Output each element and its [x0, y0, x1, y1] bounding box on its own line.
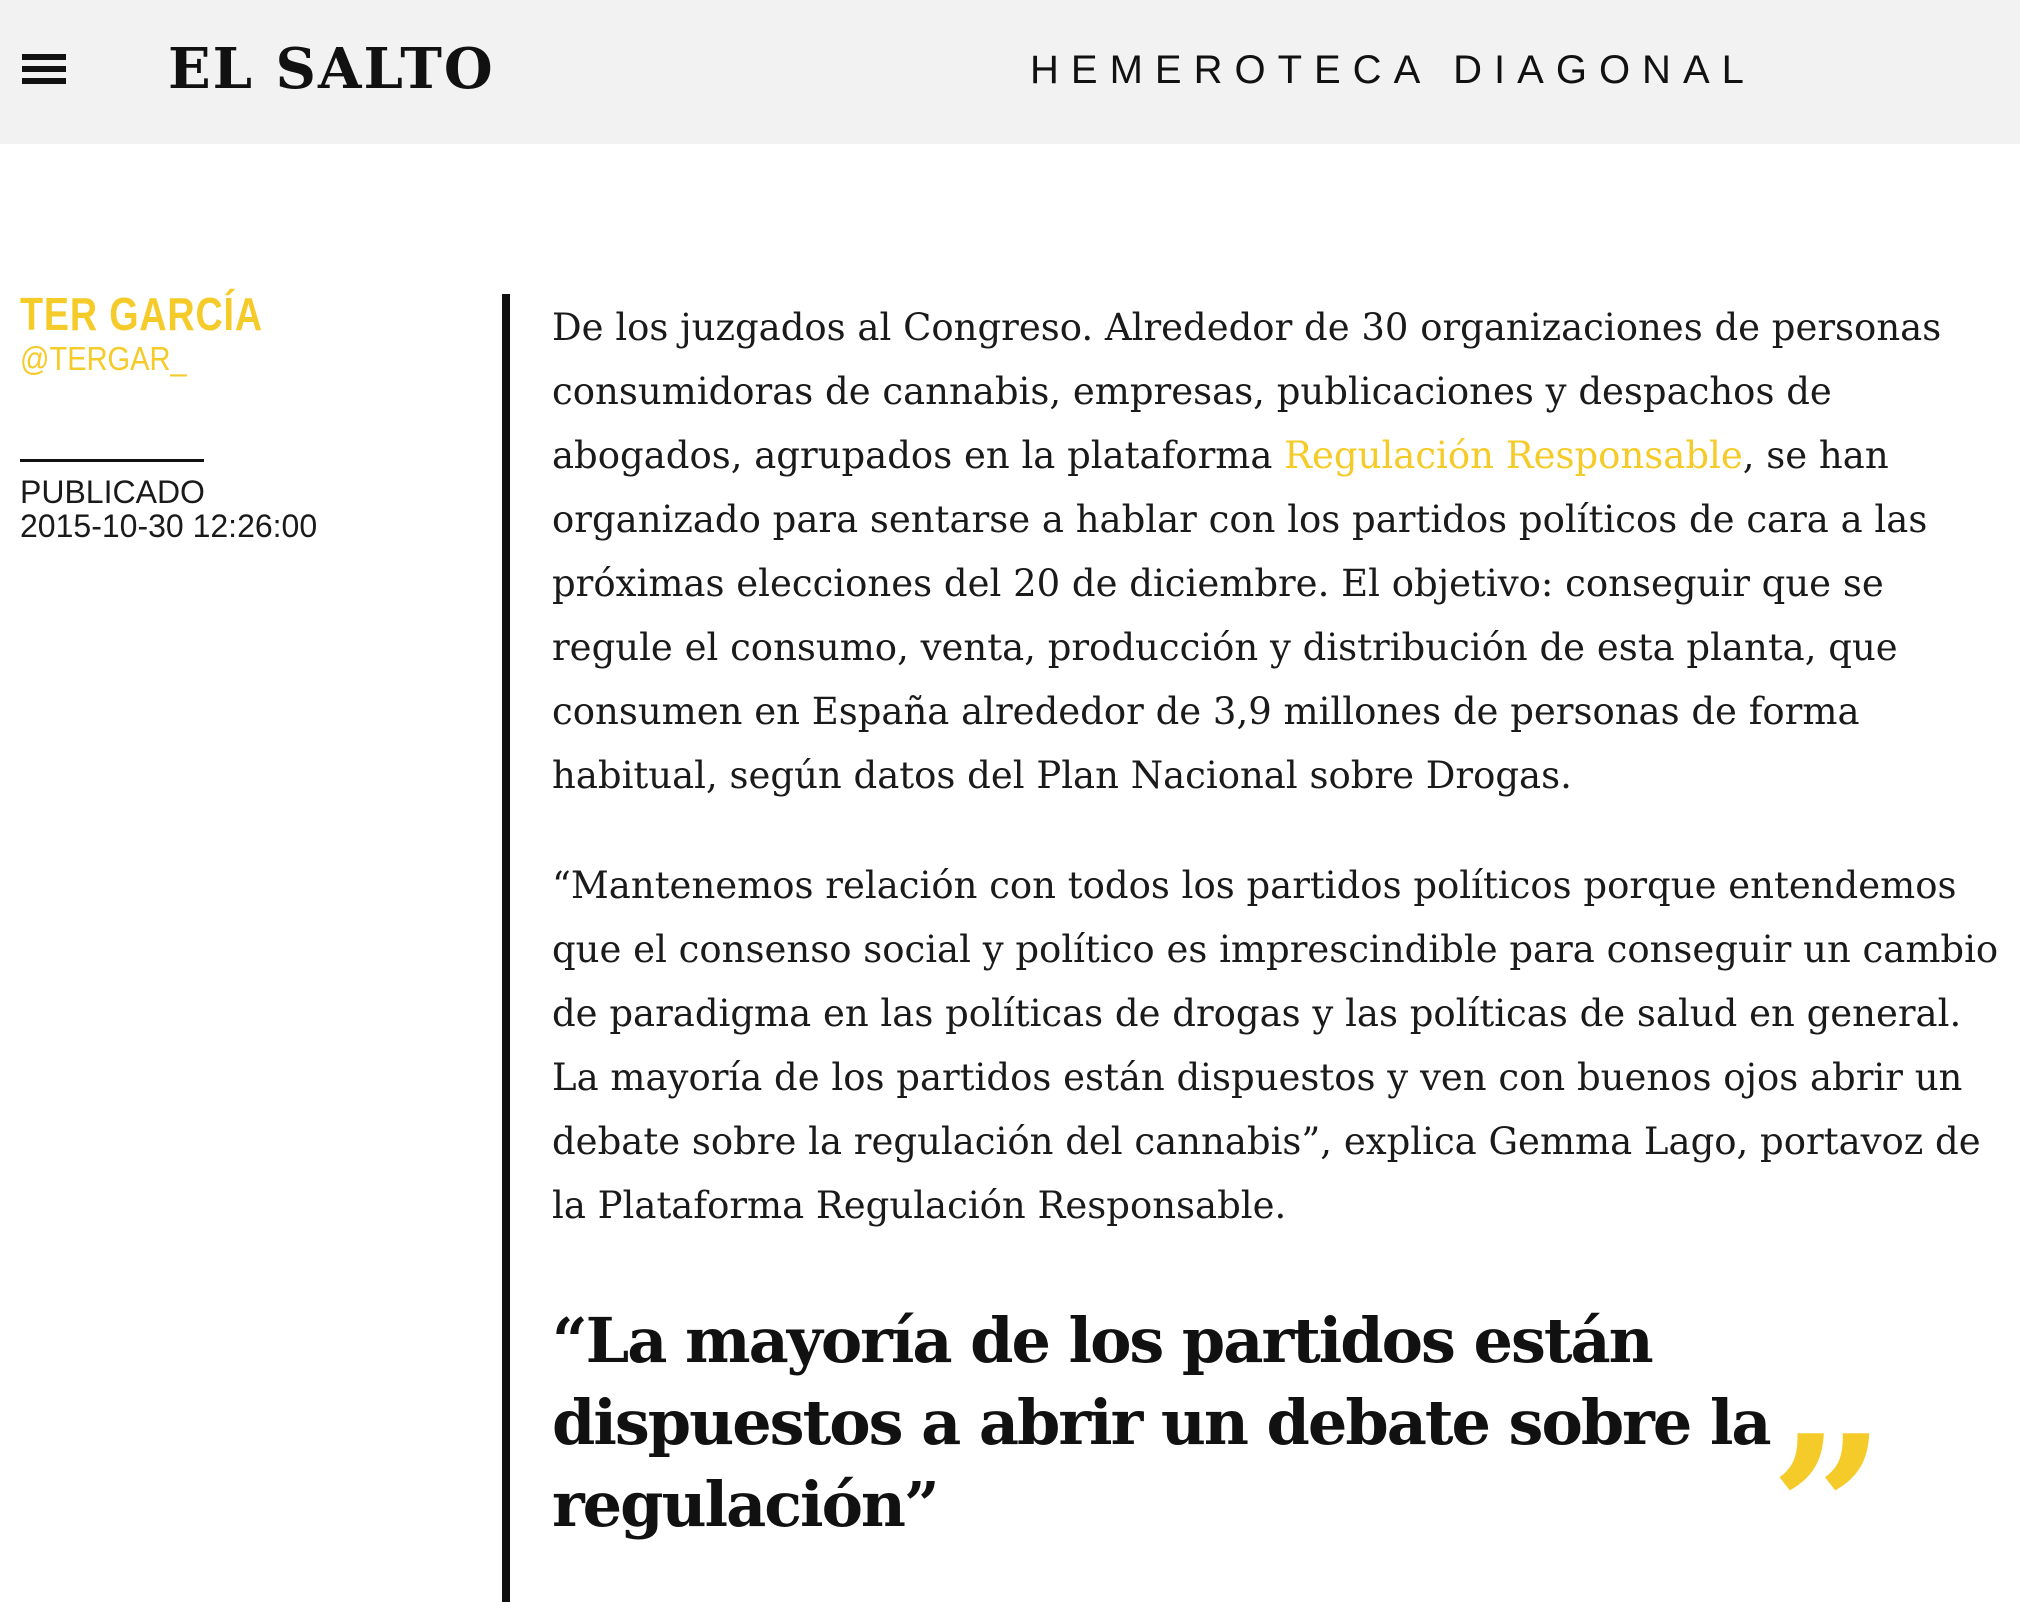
site-header	[0, 0, 2020, 144]
article-paragraph	[552, 296, 2002, 808]
hamburger-menu-icon[interactable]	[22, 50, 66, 88]
paragraph-text: De los juzgados al Congreso. Alrededor de 30 organizaciones de personas consumidoras de cannabis, empresas, publicaciones y despachos de abogados, agrupados en la plataforma	[552, 306, 1942, 477]
article-paragraph: “Mantenemos relación con todos los partidos políticos porque entendemos que el consenso social y político es imprescindible para conseguir un cambio de paradigma en las políticas de drogas y las políticas de salud en general. La mayoría de los partidos están dispuestos y ven con buenos ojos abrir un debate sobre la regulación del cannabis”, explica Gemma Lago, portavoz de la Plataforma Regulación Responsable.	[552, 864, 1999, 1227]
author-handle[interactable]: @TERGAR_	[20, 340, 187, 377]
pull-quote: “La mayoría de los partidos están dispuestos a abrir un debate sobre la regulación”	[552, 1304, 1770, 1541]
article-body	[552, 296, 2002, 1284]
published-date: 2015-10-30 12:26:00	[20, 508, 318, 544]
paragraph-text: , se han organizado para sentarse a hablar con los partidos políticos de cara a las próximas elecciones del 20 de diciembre. El objetivo: conseguir que se regule el consumo, venta, producción y distribución de esta planta, que consumen en España alrededor de 3,9 millones de personas de forma habitual, según datos del Plan Nacional sobre Drogas.	[552, 434, 1928, 797]
site-logo[interactable]: EL SALTO	[168, 36, 495, 102]
author-name[interactable]: TER GARCÍA	[20, 288, 263, 340]
regulacion-responsable-link[interactable]: Regulación Responsable	[1284, 434, 1743, 477]
sidebar-divider	[20, 459, 204, 462]
published-label: PUBLICADO	[20, 474, 205, 510]
menu-bar	[22, 54, 66, 60]
menu-bar	[22, 66, 66, 72]
quote-mark-icon: ”	[1770, 1392, 1886, 1602]
menu-bar	[22, 78, 66, 84]
article-vertical-rule	[502, 294, 510, 1602]
section-title[interactable]: HEMEROTECA DIAGONAL	[1030, 48, 1756, 92]
